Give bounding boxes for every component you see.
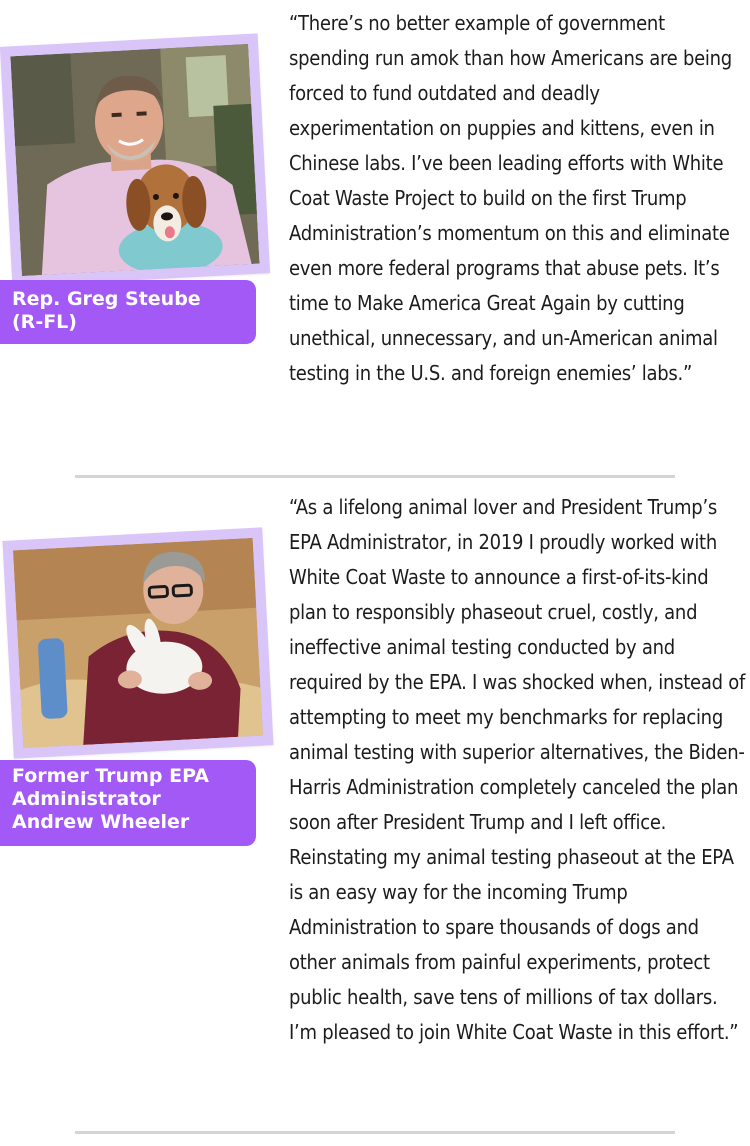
name-badge-line-1: Former Trump EPA [12, 765, 209, 787]
name-badge-wheeler [0, 760, 256, 846]
name-badge-line-3: Andrew Wheeler [12, 811, 190, 833]
name-badge-line-2: (R-FL) [12, 311, 77, 333]
photo-steube-with-beagle [10, 44, 259, 276]
name-badge-line-1: Rep. Greg Steube [12, 288, 201, 310]
testimonial-wheeler [0, 490, 750, 1130]
name-badge-line-2: Administrator [12, 788, 161, 810]
quote-steube: “There’s no better example of government spending run amok than how Americans are being forced to fund outdated and deadly experimentation on puppies and kittens, even in Chinese labs. I’ve been leading efforts with White Coat Waste Project to build on the first Trump Administration’s momentum on this and eliminate even more federal programs that abuse pets. It’s time to Make America Great Again by cutting unethical, unnecessary, and un-American animal testing in the U.S. and foreign enemies’ labs.” [289, 11, 732, 385]
photo-wheeler-with-rabbit [13, 538, 263, 748]
photo-steube-image [10, 44, 259, 276]
name-badge-steube [0, 280, 256, 344]
quote-wheeler: “As a lifelong animal lover and President Trump’s EPA Administrator, in 2019 I proudly worked with White Coat Waste to announce a first-of-its-kind plan to responsibly phaseout cruel, costly, and ineffective animal testing conducted by and required by the EPA. I was shocked when, instead of attempting to meet my benchmarks for replacing animal testing with superior alternatives, the Biden-Harris Administration completely canceled the plan soon after President Trump and I left office. Reinstating my animal testing phaseout at the EPA is an easy way for the incoming Trump Administration to spare thousands of dogs and other animals from painful experiments, protect public health, save tens of millions of tax dollars. I’m pleased to join White Coat Waste in this effort.” [289, 495, 746, 1044]
divider-1 [75, 475, 675, 478]
photo-wheeler-image [13, 538, 263, 748]
photo-frame-steube [0, 33, 270, 286]
divider-2 [75, 1131, 675, 1134]
photo-frame-wheeler [2, 527, 273, 758]
testimonial-steube [0, 0, 750, 470]
